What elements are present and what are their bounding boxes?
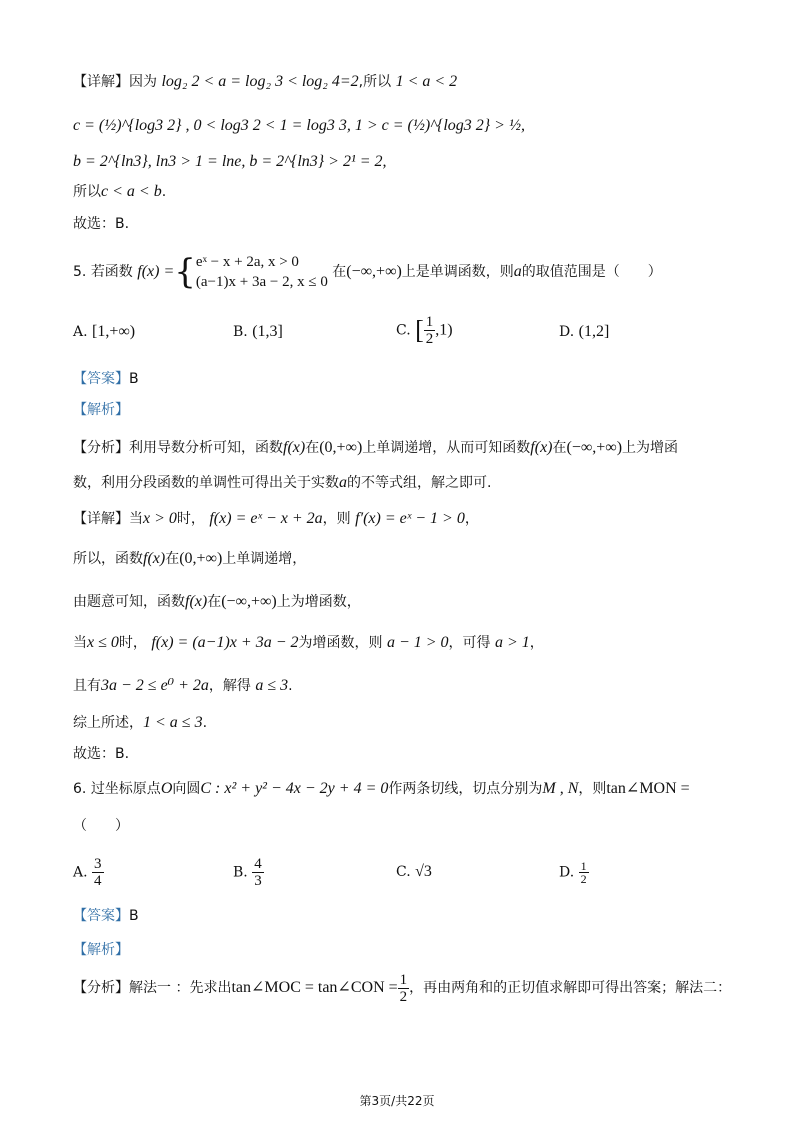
math: a > 1 — [495, 634, 530, 651]
numerator: 1 — [399, 971, 408, 988]
detail-5-line-4 — [73, 633, 544, 653]
math: 3a − 2 ≤ e⁰ + 2a — [101, 677, 209, 694]
detail-5-line-7 — [73, 744, 129, 764]
fraction — [398, 972, 410, 1005]
detail-line-1 — [73, 72, 457, 92]
denominator: 4 — [94, 873, 102, 889]
fraction — [424, 314, 436, 347]
detail-5-line-5 — [73, 676, 293, 696]
analysis-tag: 【解析】 — [73, 942, 129, 958]
page-footer: 第3页/共22页 — [359, 1094, 435, 1108]
text: . — [202, 715, 208, 731]
text: 的取值范围是（ ） — [521, 264, 662, 280]
option-c — [396, 314, 453, 347]
text: 在 — [165, 551, 180, 567]
answer-value: B — [129, 371, 139, 387]
answer-tag: 【答案】 — [73, 908, 129, 924]
analysis-subtag: 【分析】 — [73, 440, 129, 456]
math: f(x) = eˣ − x + 2a — [209, 510, 323, 527]
text: 向圆 — [172, 781, 201, 797]
analysis-heading-5 — [73, 400, 129, 420]
math-interval: (−∞,+∞) — [221, 593, 277, 610]
text: ，则 — [578, 781, 607, 797]
text: 在 — [305, 440, 320, 456]
text: 为增函数，则 — [298, 635, 383, 651]
bracket-icon: [ — [415, 315, 424, 345]
math-a: a — [339, 474, 347, 491]
math: f(x) — [283, 439, 306, 456]
text: ，解得 — [208, 678, 251, 694]
math-range: 1 < a < 2 — [395, 73, 458, 90]
text: ， — [529, 635, 544, 651]
text: 过坐标原点 — [90, 781, 161, 797]
math: f(x) — [185, 593, 208, 610]
text: ,所以 — [358, 74, 392, 90]
option-label: A. — [73, 864, 88, 881]
text: 故选：B. — [73, 216, 130, 232]
option-b — [233, 856, 264, 889]
case-1: eˣ − x + 2a, x > 0 — [195, 254, 299, 270]
text: 综上所述， — [73, 715, 143, 731]
numerator: 1 — [580, 859, 587, 873]
question-5 — [73, 252, 662, 292]
text: 因为 — [129, 74, 157, 90]
text: 上单调递增，从而可知函数 — [362, 440, 531, 456]
option-label: D. — [559, 864, 575, 881]
analysis-tag: 【解析】 — [73, 402, 129, 418]
text: ，则 — [322, 511, 351, 527]
math: x > 0 — [143, 510, 177, 527]
math: f(x) = (a−1)x + 3a − 2 — [151, 634, 299, 651]
option-label: A. — [73, 324, 88, 340]
option-label: C. — [396, 864, 411, 880]
question-number: 6. — [73, 781, 87, 797]
option-c — [396, 862, 432, 882]
fraction — [92, 856, 104, 889]
option-d — [559, 322, 609, 342]
answer-tag: 【答案】 — [73, 371, 129, 387]
option-value: √3 — [415, 863, 432, 880]
math-point-o: O — [160, 780, 173, 797]
math-tan: tan∠MON = — [606, 780, 690, 797]
text: 所以 — [73, 184, 101, 200]
math-interval: (−∞,+∞) — [346, 263, 402, 280]
detail-5-line-6 — [73, 713, 207, 733]
option-label: C. — [396, 322, 411, 339]
math-circle-equation: C : x² + y² − 4x − 2y + 4 = 0 — [200, 780, 389, 797]
numerator: 3 — [94, 856, 102, 872]
text: 在 — [207, 594, 222, 610]
analysis-heading-6 — [73, 940, 129, 960]
math: f(x) — [143, 550, 166, 567]
detail-line-4 — [73, 182, 166, 202]
option-b — [233, 322, 283, 342]
text: ， — [464, 511, 479, 527]
question-6 — [73, 779, 690, 799]
denominator: 2 — [425, 331, 434, 347]
text: ，可得 — [448, 635, 491, 651]
detail-line-3 — [73, 152, 387, 172]
text: . — [161, 184, 167, 200]
text: 当 — [129, 511, 143, 527]
answer-5 — [73, 369, 139, 389]
brace-icon: { — [174, 252, 196, 292]
text: 若函数 — [90, 264, 133, 280]
denominator: 2 — [399, 988, 408, 1005]
option-label: B. — [233, 324, 248, 340]
text: 解法一 ：先求出 — [129, 980, 232, 996]
case-2: (a−1)x + 3a − 2, x ≤ 0 — [195, 274, 328, 290]
detail-5-line-2 — [73, 549, 306, 569]
text: ，再由两角和的正切值求解即可得出答案；解法二： — [409, 980, 732, 996]
detail-tag: 【详解】 — [73, 74, 129, 90]
denominator: 2 — [580, 872, 587, 886]
math: a ≤ 3 — [255, 677, 289, 694]
option-d — [559, 860, 589, 885]
text: 上为增函数， — [276, 594, 361, 610]
math: f′(x) = eˣ − 1 > 0 — [355, 510, 465, 527]
math-tan: tan∠MOC = tan∠CON = — [231, 979, 398, 996]
math-c-compare: c = (½)^{log3 2} , 0 < log3 2 < 1 = log3 3, 1 > c = (½)^{log3 2} > ½, — [73, 117, 525, 134]
answer-6 — [73, 906, 139, 926]
math-inequality: log₂ 2 < a = log₂ 3 < log₂ 4=2 — [161, 73, 359, 90]
text: 的不等式组，解之即可. — [347, 475, 492, 491]
math: x ≤ 0 — [87, 634, 119, 651]
analysis-subtag: 【分析】 — [73, 980, 129, 996]
option-a — [73, 322, 135, 342]
text: 时， — [176, 511, 205, 527]
text: 作两条切线，切点分别为 — [388, 781, 543, 797]
option-value: (1,2] — [578, 323, 610, 340]
math-fx: f(x) = — [137, 263, 175, 280]
numerator: 4 — [254, 856, 262, 872]
text: 上单调递增， — [222, 551, 307, 567]
text: 由题意可知，函数 — [73, 594, 185, 610]
text: 所以，函数 — [73, 551, 143, 567]
text: 时， — [118, 635, 147, 651]
fraction — [579, 860, 589, 885]
option-label: D. — [559, 324, 575, 340]
numerator: 1 — [425, 314, 434, 330]
analysis-5-line-1 — [73, 438, 678, 458]
text: 数，利用分段函数的单调性可得出关于实数 — [73, 475, 339, 491]
option-label: B. — [233, 864, 248, 881]
text: . — [288, 678, 293, 694]
analysis-5-line-2 — [73, 473, 491, 493]
math-points: M , N — [542, 780, 579, 797]
fraction — [252, 856, 264, 889]
piecewise-function — [196, 252, 328, 292]
text: 上为增函 — [622, 440, 679, 456]
option-value: ,1) — [435, 321, 453, 339]
answer-value: B — [129, 908, 139, 924]
answer-blank: （ ） — [73, 818, 129, 834]
math: 1 < a ≤ 3 — [143, 714, 203, 731]
math-order: c < a < b — [101, 183, 162, 200]
text: 在 — [332, 264, 347, 280]
math: a − 1 > 0 — [386, 634, 449, 651]
math-interval: (−∞,+∞) — [566, 439, 623, 456]
text: 故选：B. — [73, 746, 130, 762]
question-6-paren — [73, 816, 129, 836]
text: 在 — [552, 440, 567, 456]
detail-line-2 — [73, 116, 525, 136]
question-number: 5. — [73, 264, 87, 280]
text: 利用导数分析可知，函数 — [129, 440, 283, 456]
option-value: (1,3] — [252, 323, 283, 340]
text: 且有 — [73, 678, 101, 694]
math-interval: (0,+∞) — [179, 550, 223, 567]
choice-line — [73, 214, 129, 234]
detail-5-line-1 — [73, 509, 479, 529]
analysis-6-line-1 — [73, 970, 731, 1006]
text: 当 — [73, 635, 87, 651]
math-a: a — [513, 263, 522, 280]
math-b-compare: b = 2^{ln3}, ln3 > 1 = lne, b = 2^{ln3} > 2¹ = 2, — [73, 153, 387, 170]
option-a — [73, 856, 104, 889]
option-value: [1,+∞) — [92, 323, 136, 340]
math-interval: (0,+∞) — [319, 439, 363, 456]
math: f(x) — [530, 439, 553, 456]
text: 上是单调函数，则 — [401, 264, 514, 280]
detail-5-line-3 — [73, 592, 361, 612]
detail-tag: 【详解】 — [73, 511, 129, 527]
denominator: 3 — [254, 873, 262, 889]
